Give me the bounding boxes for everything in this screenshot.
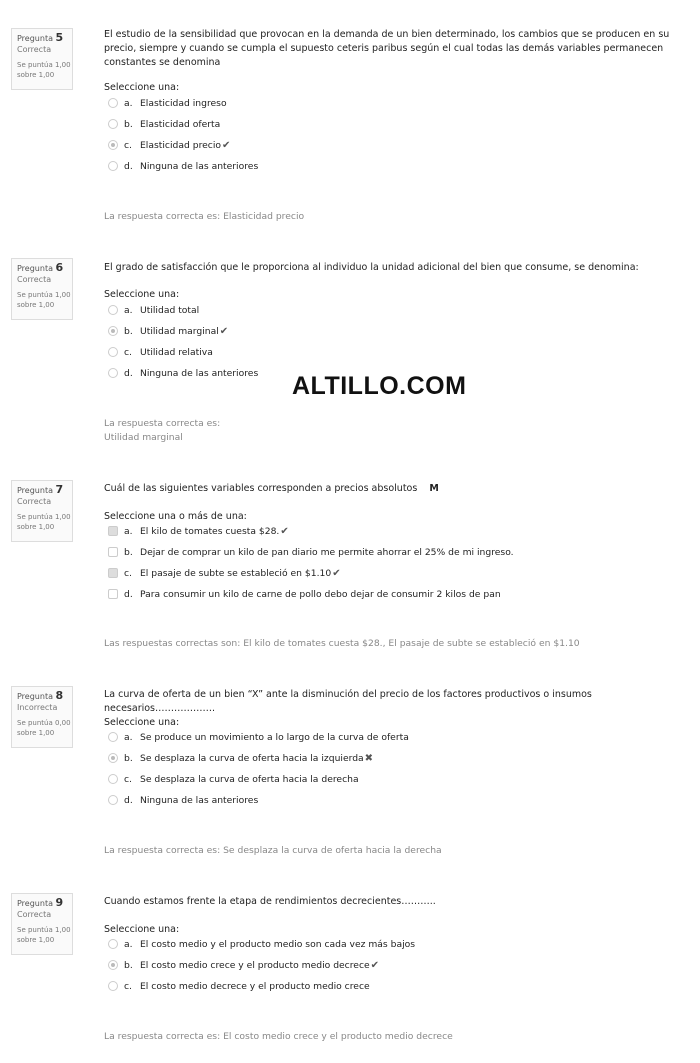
radio-button[interactable] (108, 368, 118, 378)
option-c[interactable]: c. Se desplaza la curva de oferta hacia la derecha (108, 774, 359, 788)
question-label: Pregunta (17, 486, 53, 495)
radio-button[interactable] (108, 939, 118, 949)
option-d[interactable]: d. Ninguna de las anteriores (108, 161, 258, 175)
question-text: Cuál de las siguientes variables corresponden a precios absolutos M (104, 483, 439, 494)
question-grade: Se puntúa 1,00 sobre 1,00 (17, 291, 71, 309)
question-text: El estudio de la sensibilidad que provocan en la demanda de un bien determinado, los cambios que se producen en su precio, siempre y cuando se cumpla el supuesto ceteris paribus según el cual todas las demás variables permanecen constantes se denomina (104, 29, 670, 68)
checkbox-checked[interactable] (108, 568, 118, 578)
check-icon: ✔ (280, 526, 289, 537)
question-info (11, 28, 73, 90)
question-text: La curva de oferta de un bien “X” ante la disminución del precio de los factores productivos o insumos necesarios………………. (104, 689, 592, 714)
question-tag: M (429, 483, 439, 494)
watermark-logo: ALTILLO.COM (292, 372, 467, 400)
check-icon: ✔ (219, 326, 229, 337)
question-info (11, 480, 73, 542)
option-c[interactable]: c. Elasticidad precio✔ (108, 140, 230, 154)
radio-button[interactable] (108, 119, 118, 129)
option-d[interactable]: d. Ninguna de las anteriores (108, 795, 258, 809)
correct-answer: La respuesta correcta es: Utilidad marginal (104, 418, 221, 443)
question-info (11, 893, 73, 955)
checkbox-checked[interactable] (108, 526, 118, 536)
check-icon: ✔ (370, 960, 380, 971)
question-number: 5 (55, 31, 64, 44)
option-c[interactable]: c. El pasaje de subte se estableció en $1.10✔ (108, 568, 341, 582)
question-number: 6 (55, 261, 64, 274)
question-state: Correcta (17, 45, 52, 54)
radio-button-selected[interactable] (108, 753, 118, 763)
select-prompt: Seleccione una: (104, 289, 180, 300)
option-b[interactable]: b. Elasticidad oferta (108, 119, 220, 133)
radio-button[interactable] (108, 347, 118, 357)
radio-button-selected[interactable] (108, 960, 118, 970)
question-grade: Se puntúa 1,00 sobre 1,00 (17, 926, 71, 944)
question-label: Pregunta (17, 692, 53, 701)
radio-button-selected[interactable] (108, 140, 118, 150)
radio-button[interactable] (108, 161, 118, 171)
radio-button[interactable] (108, 98, 118, 108)
question-grade: Se puntúa 0,00 sobre 1,00 (17, 719, 71, 737)
correct-answer: La respuesta correcta es: Elasticidad precio (104, 211, 305, 222)
option-b[interactable]: b. El costo medio crece y el producto medio decrece✔ (108, 960, 379, 974)
correct-answer: La respuesta correcta es: Se desplaza la curva de oferta hacia la derecha (104, 845, 442, 856)
radio-button-selected[interactable] (108, 326, 118, 336)
option-a[interactable]: a. Se produce un movimiento a lo largo de la curva de oferta (108, 732, 409, 746)
correct-answer: La respuesta correcta es: El costo medio crece y el producto medio decrece (104, 1031, 453, 1042)
select-prompt: Seleccione una: (104, 924, 180, 935)
checkbox[interactable] (108, 547, 118, 557)
correct-answer: Las respuestas correctas son: El kilo de tomates cuesta $28., El pasaje de subte se estableció en $1.10 (104, 638, 580, 649)
option-a[interactable]: a. Elasticidad ingreso (108, 98, 227, 112)
select-prompt: Seleccione una: (104, 82, 180, 93)
question-label: Pregunta (17, 899, 53, 908)
option-a[interactable]: a. El costo medio y el producto medio son cada vez más bajos (108, 939, 415, 953)
question-state: Incorrecta (17, 703, 58, 712)
radio-button[interactable] (108, 795, 118, 805)
option-a[interactable]: a. El kilo de tomates cuesta $28.✔ (108, 526, 289, 540)
radio-button[interactable] (108, 732, 118, 742)
question-label: Pregunta (17, 34, 53, 43)
option-d[interactable]: d. Para consumir un kilo de carne de pollo debo dejar de consumir 2 kilos de pan (108, 589, 501, 603)
option-b[interactable]: b. Utilidad marginal✔ (108, 326, 228, 340)
select-prompt: Seleccione una: (104, 717, 180, 728)
check-icon: ✔ (222, 140, 231, 151)
question-state: Correcta (17, 497, 52, 506)
question-number: 8 (55, 689, 64, 702)
question-label: Pregunta (17, 264, 53, 273)
radio-button[interactable] (108, 305, 118, 315)
option-d[interactable]: d. Ninguna de las anteriores (108, 368, 258, 382)
option-c[interactable]: c. Utilidad relativa (108, 347, 213, 361)
question-number: 9 (55, 896, 64, 909)
radio-button[interactable] (108, 774, 118, 784)
question-info (11, 686, 73, 748)
select-prompt: Seleccione una o más de una: (104, 511, 247, 522)
option-b[interactable]: b. Dejar de comprar un kilo de pan diario me permite ahorrar el 25% de mi ingreso. (108, 547, 514, 561)
radio-button[interactable] (108, 981, 118, 991)
question-text: El grado de satisfacción que le proporciona al individuo la unidad adicional del bien que consume, se denomina: (104, 262, 639, 273)
question-grade: Se puntúa 1,00 sobre 1,00 (17, 513, 71, 531)
option-b[interactable]: b. Se desplaza la curva de oferta hacia la izquierda✖ (108, 753, 373, 767)
cross-icon: ✖ (364, 753, 374, 764)
question-grade: Se puntúa 1,00 sobre 1,00 (17, 61, 71, 79)
question-state: Correcta (17, 910, 52, 919)
question-state: Correcta (17, 275, 52, 284)
checkbox[interactable] (108, 589, 118, 599)
check-icon: ✔ (332, 568, 341, 579)
question-number: 7 (55, 483, 64, 496)
question-text: Cuando estamos frente la etapa de rendimientos decrecientes……….. (104, 896, 436, 907)
option-a[interactable]: a. Utilidad total (108, 305, 199, 319)
question-info (11, 258, 73, 320)
option-c[interactable]: c. El costo medio decrece y el producto medio crece (108, 981, 370, 995)
